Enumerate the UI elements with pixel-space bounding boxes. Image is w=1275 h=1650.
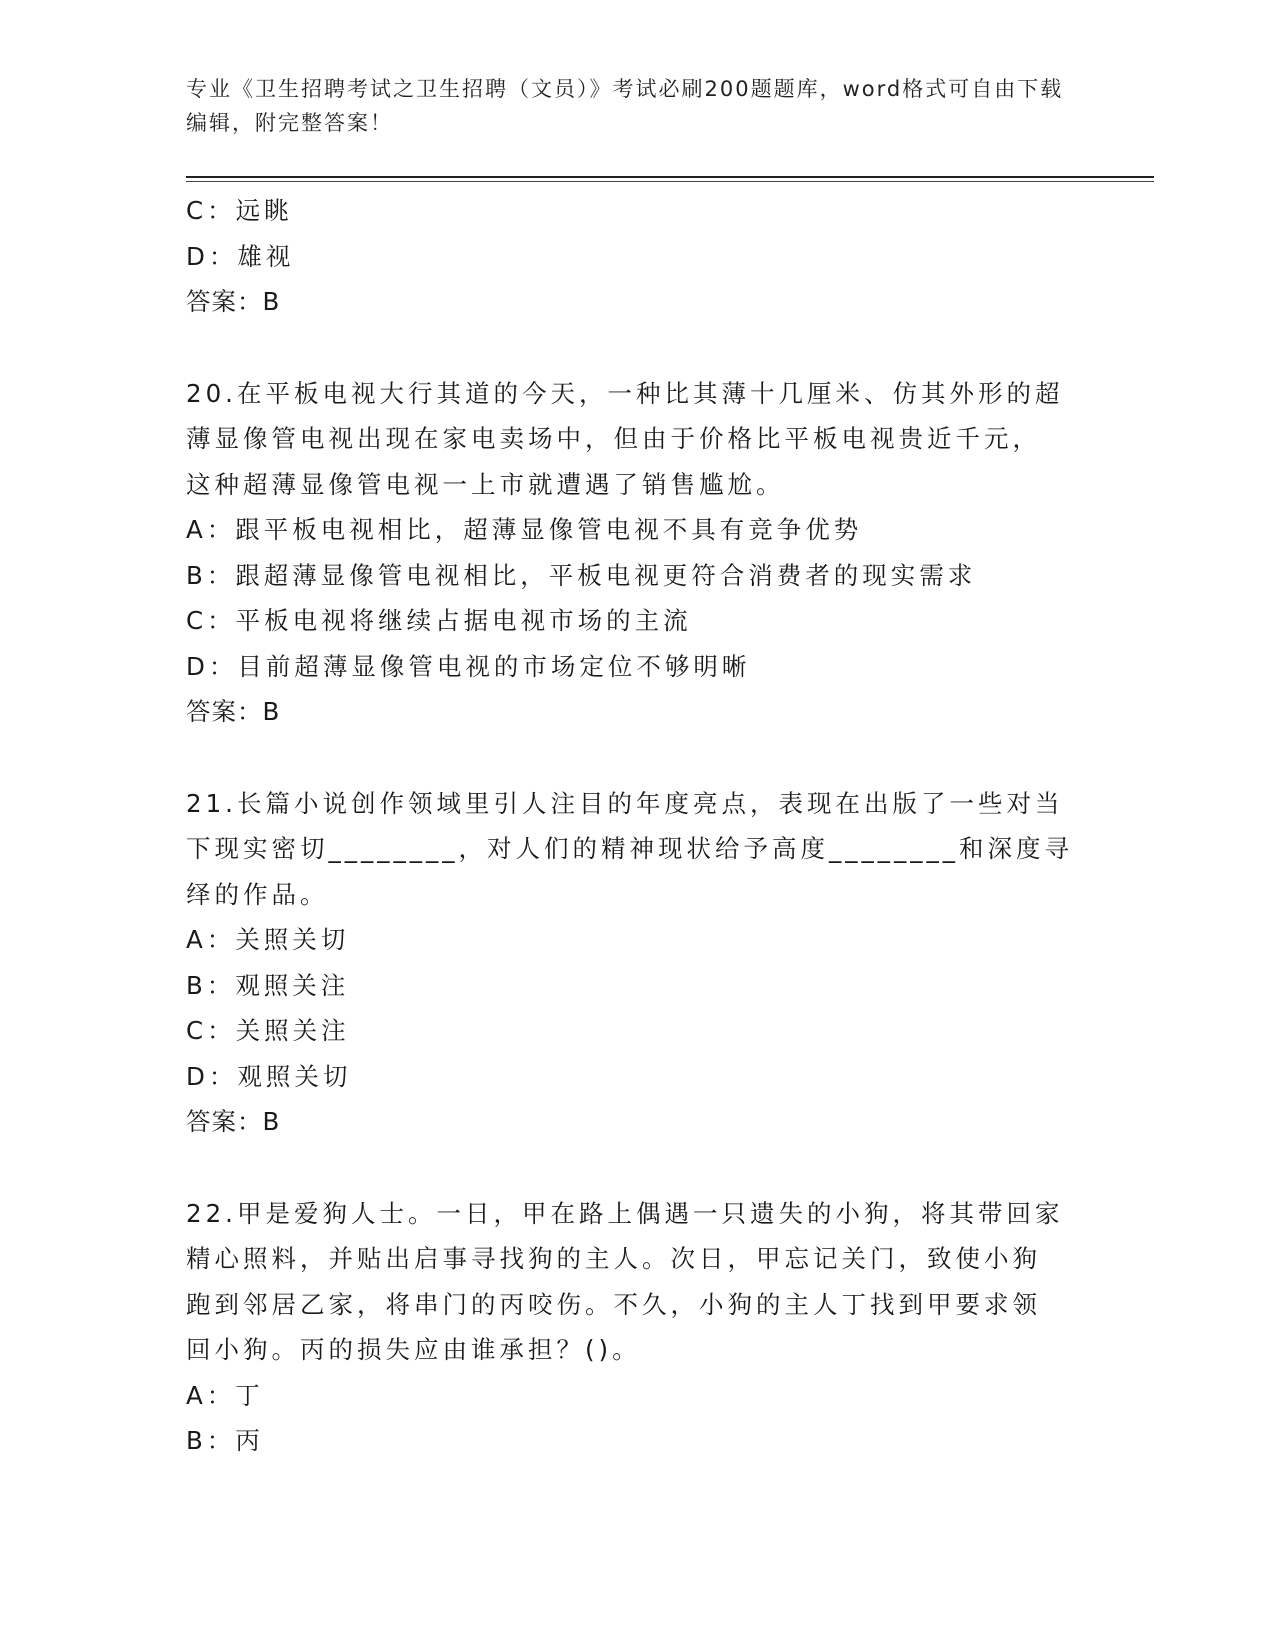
option-text: 关照关切 (235, 925, 350, 954)
option-text: 跟平板电视相比，超薄显像管电视不具有竞争优势 (235, 515, 863, 544)
option-c (186, 188, 1086, 234)
question-list (186, 188, 1086, 1464)
question-stem-line: 22.甲是爱狗人士。一日，甲在路上偶遇一只遗失的小狗，将其带回家 (186, 1198, 1064, 1228)
header-divider-thick (186, 176, 1154, 178)
option-key: A： (186, 1380, 236, 1410)
option-key: D： (186, 241, 238, 271)
option-text: 平板电视将继续占据电视市场的主流 (235, 606, 692, 635)
spacer (186, 325, 1086, 371)
option-d (186, 1054, 1086, 1100)
option-text: 雄视 (237, 241, 295, 271)
spacer (186, 1145, 1086, 1191)
option-key: C： (186, 196, 236, 225)
answer-line: 答案：B (186, 287, 281, 316)
question-stem-line: 下现实密切________，对人们的精神现状给予高度________和深度寻 (186, 834, 1073, 863)
option-d (186, 234, 1086, 280)
question-stem-line: 绎的作品。 (186, 879, 329, 909)
answer-line: 答案：B (186, 697, 281, 726)
option-a (186, 1373, 1086, 1419)
option-d (186, 644, 1086, 690)
option-a (186, 507, 1086, 553)
option-text: 远眺 (235, 196, 293, 225)
option-key: B： (186, 1426, 236, 1455)
option-c (186, 598, 1086, 644)
question-stem-line: 精心照料，并贴出启事寻找狗的主人。次日，甲忘记关门，致使小狗 (186, 1244, 1041, 1273)
answer-line: 答案：B (186, 1107, 281, 1136)
option-c (186, 1008, 1086, 1054)
option-b (186, 553, 1086, 599)
option-text: 丙 (235, 1426, 264, 1455)
option-key: C： (186, 1016, 236, 1045)
option-key: B： (186, 970, 236, 1000)
option-text: 观照关注 (235, 970, 350, 1000)
option-b (186, 963, 1086, 1009)
question-block-21 (186, 781, 1086, 1145)
option-key: A： (186, 515, 236, 544)
question-stem-line: 薄显像管电视出现在家电卖场中，但由于价格比平板电视贵近千元， (186, 424, 1041, 453)
question-block-20 (186, 371, 1086, 735)
option-text: 观照关切 (237, 1061, 352, 1091)
option-key: D： (186, 1061, 238, 1091)
header-divider-thin (186, 181, 1154, 182)
option-text: 目前超薄显像管电视的市场定位不够明晰 (237, 651, 751, 681)
option-key: A： (186, 925, 236, 954)
option-text: 关照关注 (235, 1016, 350, 1045)
option-key: C： (186, 606, 236, 635)
question-stem-line: 跑到邻居乙家，将串门的丙咬伤。不久，小狗的主人丁找到甲要求领 (186, 1289, 1041, 1319)
option-text: 跟超薄显像管电视相比，平板电视更符合消费者的现实需求 (235, 560, 977, 590)
page-header: 专业《卫生招聘考试之卫生招聘（文员）》考试必刷200题题库，word格式可自由下载编辑，附完整答案！ (186, 77, 1064, 135)
spacer (186, 735, 1086, 781)
question-block-22 (186, 1191, 1086, 1464)
option-text: 丁 (235, 1380, 264, 1410)
option-key: B： (186, 560, 236, 590)
option-key: D： (186, 651, 238, 681)
option-a (186, 917, 1086, 963)
question-block-19 (186, 188, 1086, 325)
question-stem-line: 20.在平板电视大行其道的今天，一种比其薄十几厘米、仿其外形的超 (186, 378, 1064, 408)
option-b (186, 1418, 1086, 1464)
question-stem-line: 回小狗。丙的损失应由谁承担？()。 (186, 1335, 641, 1364)
question-stem-line: 21.长篇小说创作领域里引人注目的年度亮点，表现在出版了一些对当 (186, 788, 1064, 818)
question-stem-line: 这种超薄显像管电视一上市就遭遇了销售尴尬。 (186, 469, 785, 499)
